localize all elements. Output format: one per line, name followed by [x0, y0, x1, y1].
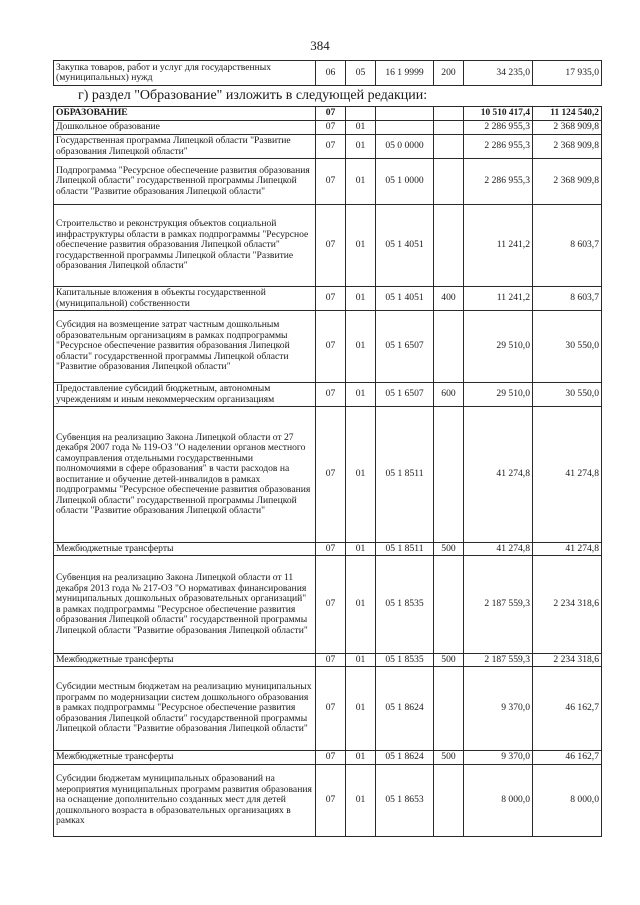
row-value-2016: 8 603,7 — [533, 205, 602, 287]
row-subsection: 01 — [346, 407, 376, 543]
table-row — [54, 765, 602, 837]
row-target — [376, 121, 434, 135]
row-target: 05 1 8624 — [376, 667, 434, 751]
row-value-2016: 2 368 909,8 — [533, 135, 602, 159]
row-section: 07 — [316, 543, 346, 556]
row-target: 05 1 8624 — [376, 751, 434, 765]
row-subsection: 01 — [346, 543, 376, 556]
amendment-instruction: г) раздел "Образование" изложить в следующей редакции: — [78, 88, 428, 103]
row-value-2016: 8 000,0 — [533, 765, 602, 837]
row-target: 05 1 8535 — [376, 556, 434, 654]
row-value-2015: 10 510 417,4 — [464, 107, 533, 121]
row-section: 07 — [316, 383, 346, 407]
row-target — [376, 107, 434, 121]
row-target: 05 1 6507 — [376, 383, 434, 407]
row-value-2015: 34 235,0 — [464, 61, 533, 86]
row-value-2015: 29 510,0 — [464, 311, 533, 383]
row-subsection: 01 — [346, 159, 376, 205]
row-name: Межбюджетные трансферты — [54, 751, 316, 765]
row-value-2015: 9 370,0 — [464, 751, 533, 765]
row-section: 07 — [316, 667, 346, 751]
row-expense-type: 400 — [434, 287, 464, 311]
row-expense-type — [434, 667, 464, 751]
row-value-2016: 46 162,7 — [533, 667, 602, 751]
table-row — [54, 667, 602, 751]
row-section: 07 — [316, 121, 346, 135]
row-value-2016: 2 234 318,6 — [533, 654, 602, 667]
table-row — [54, 407, 602, 543]
table-row — [54, 311, 602, 383]
page-number: 384 — [310, 38, 330, 53]
row-value-2016: 2 368 909,8 — [533, 159, 602, 205]
row-expense-type — [434, 107, 464, 121]
row-section: 07 — [316, 135, 346, 159]
carryover-table — [53, 60, 602, 86]
row-value-2016: 17 935,0 — [533, 61, 602, 86]
row-value-2016: 41 274,8 — [533, 407, 602, 543]
row-section: 07 — [316, 107, 346, 121]
row-target: 05 1 4051 — [376, 205, 434, 287]
row-expense-type: 600 — [434, 383, 464, 407]
row-value-2016: 11 124 540,2 — [533, 107, 602, 121]
row-section: 07 — [316, 556, 346, 654]
row-value-2015: 41 274,8 — [464, 543, 533, 556]
row-name: Предоставление субсидий бюджетным, автономным учреждениям и иным некоммерческим организациям — [54, 383, 316, 407]
row-expense-type: 500 — [434, 543, 464, 556]
row-value-2015: 29 510,0 — [464, 383, 533, 407]
table-row — [54, 654, 602, 667]
row-subsection: 01 — [346, 667, 376, 751]
row-value-2015: 11 241,2 — [464, 205, 533, 287]
row-subsection: 01 — [346, 383, 376, 407]
table-row — [54, 159, 602, 205]
row-name: Субсидии бюджетам муниципальных образований на мероприятия муниципальных программ развития образования на оснащение дополнительно созданных мест для детей дошкольного возраста в образовательных организациях в рамках — [54, 765, 316, 837]
row-name: Строительство и реконструкция объектов социальной инфраструктуры области в рамках подпрограммы "Ресурсное обеспечение развития образования Липецкой области" государственной программы Липецкой области "Развитие образования Липецкой области" — [54, 205, 316, 287]
table-row — [54, 543, 602, 556]
row-name: Подпрограмма "Ресурсное обеспечение развития образования Липецкой области" государственной программы Липецкой области "Развитие образования Липецкой области" — [54, 159, 316, 205]
row-expense-type — [434, 135, 464, 159]
table-row — [54, 205, 602, 287]
row-subsection: 01 — [346, 654, 376, 667]
row-section: 07 — [316, 751, 346, 765]
row-section: 07 — [316, 159, 346, 205]
row-name: Межбюджетные трансферты — [54, 543, 316, 556]
row-name: Субсидия на возмещение затрат частным дошкольным образовательным организациям в рамках подпрограммы "Ресурсное обеспечение развития образования Липецкой области" государственной программы Липецкой области "Развитие образования Липецкой области" — [54, 311, 316, 383]
row-subsection: 01 — [346, 765, 376, 837]
row-target: 05 1 8511 — [376, 407, 434, 543]
table-row — [54, 556, 602, 654]
row-value-2015: 9 370,0 — [464, 667, 533, 751]
row-name: Субвенция на реализацию Закона Липецкой области от 11 декабря 2013 года № 217-ОЗ "О нормативах финансирования муниципальных дошкольных образовательных организаций" в рамках подпрограммы "Ресурсное обеспечение развития образования Липецкой области" государственной программы Липецкой области "Развитие образования Липецкой области" — [54, 556, 316, 654]
row-section: 06 — [316, 61, 346, 86]
row-subsection: 01 — [346, 556, 376, 654]
row-subsection: 01 — [346, 205, 376, 287]
row-name: Государственная программа Липецкой области "Развитие образования Липецкой области" — [54, 135, 316, 159]
row-value-2015: 2 286 955,3 — [464, 159, 533, 205]
row-value-2015: 2 286 955,3 — [464, 121, 533, 135]
row-value-2015: 2 187 559,3 — [464, 654, 533, 667]
row-expense-type — [434, 556, 464, 654]
section-header-row — [54, 107, 602, 121]
row-value-2015: 2 187 559,3 — [464, 556, 533, 654]
row-expense-type — [434, 407, 464, 543]
row-name: Межбюджетные трансферты — [54, 654, 316, 667]
row-expense-type — [434, 121, 464, 135]
row-value-2016: 2 368 909,8 — [533, 121, 602, 135]
row-target: 05 1 6507 — [376, 311, 434, 383]
row-value-2016: 46 162,7 — [533, 751, 602, 765]
row-value-2015: 41 274,8 — [464, 407, 533, 543]
table-row — [54, 61, 602, 86]
budget-table — [53, 106, 602, 837]
row-section: 07 — [316, 205, 346, 287]
table-row — [54, 121, 602, 135]
row-name: Субвенция на реализацию Закона Липецкой области от 27 декабря 2007 года № 119-ОЗ "О наделении органов местного самоуправления отдельными государственными полномочиями в сфере образования" в части расходов на воспитание и обучение детей-инвалидов в рамках подпрограммы "Ресурсное обеспечение развития образования Липецкой области" государственной программы Липецкой области "Развитие образования Липецкой области" — [54, 407, 316, 543]
row-name: Закупка товаров, работ и услуг для государственных (муниципальных) нужд — [54, 61, 316, 86]
row-expense-type: 200 — [434, 61, 464, 86]
row-subsection: 01 — [346, 287, 376, 311]
row-expense-type — [434, 205, 464, 287]
row-subsection — [346, 107, 376, 121]
table-row — [54, 287, 602, 311]
row-section: 07 — [316, 765, 346, 837]
row-name: Дошкольное образование — [54, 121, 316, 135]
row-value-2016: 30 550,0 — [533, 311, 602, 383]
table-row — [54, 383, 602, 407]
row-value-2016: 30 550,0 — [533, 383, 602, 407]
row-expense-type: 500 — [434, 751, 464, 765]
row-value-2016: 2 234 318,6 — [533, 556, 602, 654]
row-value-2015: 2 286 955,3 — [464, 135, 533, 159]
row-subsection: 01 — [346, 751, 376, 765]
row-section: 07 — [316, 654, 346, 667]
row-target: 05 0 0000 — [376, 135, 434, 159]
row-expense-type — [434, 765, 464, 837]
row-expense-type: 500 — [434, 654, 464, 667]
row-target: 05 1 4051 — [376, 287, 434, 311]
row-value-2015: 11 241,2 — [464, 287, 533, 311]
row-name: Капитальные вложения в объекты государственной (муниципальной) собственности — [54, 287, 316, 311]
row-subsection: 01 — [346, 135, 376, 159]
row-target: 05 1 8535 — [376, 654, 434, 667]
row-name: Субсидии местным бюджетам на реализацию муниципальных программ по модернизации систем дошкольного образования в рамках подпрограммы "Ресурсное обеспечение развития образования Липецкой области" государственной программы Липецкой области "Развитие образования Липецкой области" — [54, 667, 316, 751]
row-section: 07 — [316, 311, 346, 383]
row-value-2015: 8 000,0 — [464, 765, 533, 837]
row-target: 16 1 9999 — [376, 61, 434, 86]
row-name: ОБРАЗОВАНИЕ — [54, 107, 316, 121]
row-value-2016: 8 603,7 — [533, 287, 602, 311]
row-section: 07 — [316, 407, 346, 543]
row-subsection: 01 — [346, 311, 376, 383]
row-subsection: 05 — [346, 61, 376, 86]
row-target: 05 1 8511 — [376, 543, 434, 556]
row-subsection: 01 — [346, 121, 376, 135]
row-target: 05 1 0000 — [376, 159, 434, 205]
row-value-2016: 41 274,8 — [533, 543, 602, 556]
table-row — [54, 751, 602, 765]
row-expense-type — [434, 159, 464, 205]
row-section: 07 — [316, 287, 346, 311]
table-row — [54, 135, 602, 159]
row-target: 05 1 8653 — [376, 765, 434, 837]
row-expense-type — [434, 311, 464, 383]
